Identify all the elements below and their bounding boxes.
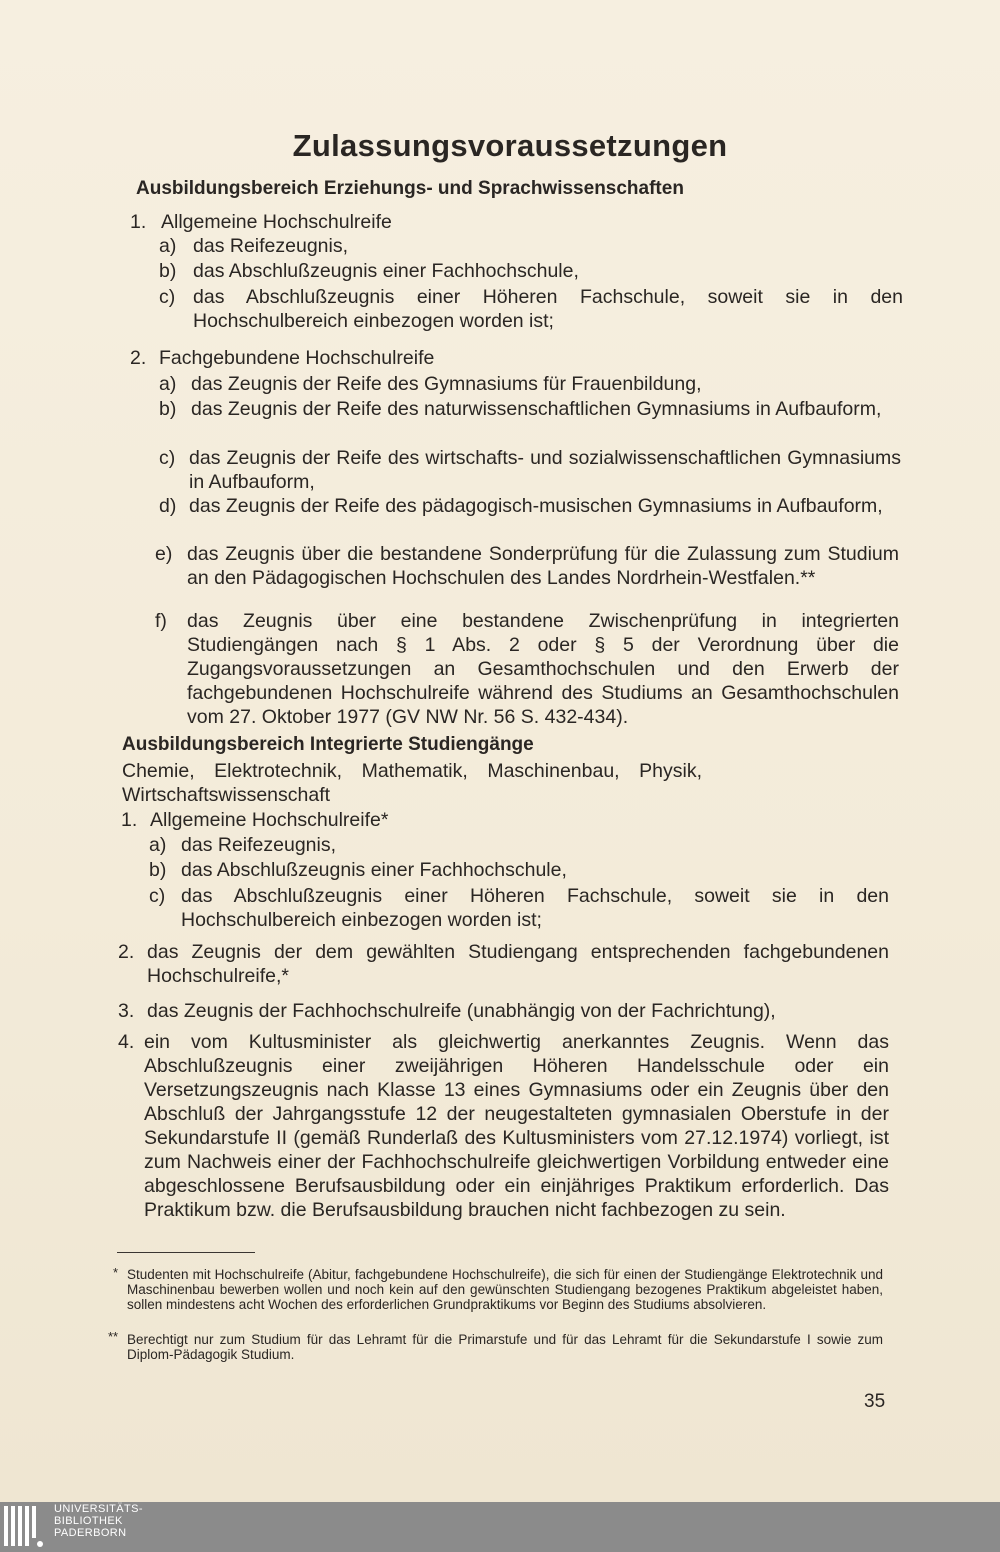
list-number: 1. <box>130 211 147 233</box>
library-line: PADERBORN <box>54 1527 127 1539</box>
list-marker: e) <box>155 543 173 565</box>
list-number: 4. <box>118 1031 135 1053</box>
list-marker: a) <box>159 235 177 257</box>
list-marker: b) <box>159 398 177 420</box>
list-item: das Zeugnis der dem gewählten Studiengang entsprechenden fachgebundenen Hochschulreife,* <box>147 941 889 987</box>
page-number: 35 <box>864 1391 886 1412</box>
list-item: das Abschlußzeugnis einer Fachhochschule, <box>193 260 579 282</box>
list-item: das Reifezeugnis, <box>193 235 349 257</box>
list-marker: d) <box>159 495 177 517</box>
list-item: das Abschlußzeugnis einer Höheren Fachschule, soweit sie in den Hochschulbereich einbezogen worden ist; <box>181 885 889 931</box>
list-item: das Zeugnis über die bestandene Sonderprüfung für die Zulassung zum Studium an den Pädagogischen Hochschulen des Landes Nordrhein-Westfalen.** <box>187 543 899 589</box>
page-title: Zulassungsvoraussetzungen <box>292 128 728 163</box>
list-item: das Zeugnis der Reife des naturwissenschaftlichen Gymnasiums in Aufbauform, <box>191 398 882 420</box>
list-item: das Zeugnis über eine bestandene Zwischenprüfung in integrierten Studiengängen nach § 1 Abs. 2 oder § 5 der Verordnung über die Zugangsvoraussetzungen an Gesamthochschulen und den Erwerb der fachgebundenen Hochschulreife während des Studiums an Gesamthochschulen vom 27. Oktober 1977 (GV NW Nr. 56 S. 432-434). <box>187 610 899 728</box>
list-item: das Zeugnis der Fachhochschulreife (unabhängig von der Fachrichtung), <box>147 1000 776 1022</box>
subjects-list: Chemie, Elektrotechnik, Mathematik, Maschinenbau, Physik, Wirtschaftswissenschaft <box>122 760 702 806</box>
list-marker: b) <box>159 260 177 282</box>
library-name <box>54 1503 143 1539</box>
list-marker: c) <box>159 447 176 469</box>
footnote-text: Berechtigt nur zum Studium für das Lehramt für die Primarstufe und für das Lehramt für die Sekundarstufe I sowie zum Diplom-Pädagogik Studium. <box>127 1332 883 1362</box>
list-item: das Abschlußzeugnis einer Fachhochschule, <box>181 859 567 881</box>
list-marker: a) <box>159 373 177 395</box>
library-line: BIBLIOTHEK <box>54 1515 123 1527</box>
list-marker: c) <box>149 885 166 907</box>
footnote-text: Studenten mit Hochschulreife (Abitur, fachgebundene Hochschulreife), die sich für einen der Studiengänge Elektrotechnik und Maschinenbau bewerben wollen und noch kein auf den gewünschten Studiengang bezogenes Praktikum abgeleistet haben, sollen mindestens acht Wochen des erforderlichen Grundpraktikums vor Beginn des Studiums absolvieren. <box>127 1267 883 1312</box>
list-item: das Zeugnis der Reife des wirtschafts- und sozialwissenschaftlichen Gymnasiums in Aufbauform, <box>189 447 901 493</box>
item-label: Allgemeine Hochschulreife* <box>150 809 389 831</box>
list-item: das Reifezeugnis, <box>181 834 337 856</box>
footnote-marker: ** <box>108 1329 119 1344</box>
item-label: Fachgebundene Hochschulreife <box>159 347 435 369</box>
list-number: 1. <box>121 809 138 831</box>
list-marker: c) <box>159 286 176 308</box>
section-heading-integrierte-studiengaenge: Ausbildungsbereich Integrierte Studiengänge <box>122 734 534 755</box>
item-label: Allgemeine Hochschulreife <box>161 211 392 233</box>
list-marker: b) <box>149 859 167 881</box>
list-item: das Zeugnis der Reife des Gymnasiums für Frauenbildung, <box>191 373 702 395</box>
list-marker: a) <box>149 834 167 856</box>
list-item: ein vom Kultusminister als gleichwertig anerkanntes Zeugnis. Wenn das Abschlußzeugnis einer zweijährigen Höheren Handelsschule oder ein Versetzungszeugnis nach Klasse 13 eines Gymnasiums oder ein Zeugnis über den Abschluß der Jahrgangsstufe 12 der neugestalteten gymnasialen Oberstufe in der Sekundarstufe II (gemäß Runderlaß des Kultusministers vom 27.12.1974) vorliegt, ist zum Nachweis einer der Fachhochschulreife gleichwertigen Vorbildung entweder eine abgeschlossene Berufsausbildung oder ein einjähriges Praktikum erforderlich. Das Praktikum bzw. die Berufsausbildung brauchen nicht fachbezogen zu sein. <box>144 1031 889 1221</box>
library-footer-bar <box>0 1502 1000 1552</box>
list-marker: f) <box>155 610 167 632</box>
library-line: UNIVERSITÄTS- <box>54 1503 143 1515</box>
list-number: 2. <box>130 347 147 369</box>
section-heading-erziehungs-sprachwissenschaften: Ausbildungsbereich Erziehungs- und Sprachwissenschaften <box>136 178 684 199</box>
library-barcode-icon <box>2 1502 46 1550</box>
list-number: 3. <box>118 1000 135 1022</box>
footnote-marker: * <box>113 1265 119 1280</box>
list-item: das Zeugnis der Reife des pädagogisch-musischen Gymnasiums in Aufbauform, <box>189 495 883 517</box>
footnote-divider <box>117 1252 255 1253</box>
list-item: das Abschlußzeugnis einer Höheren Fachschule, soweit sie in den Hochschulbereich einbezogen worden ist; <box>193 286 903 332</box>
list-number: 2. <box>118 941 135 963</box>
